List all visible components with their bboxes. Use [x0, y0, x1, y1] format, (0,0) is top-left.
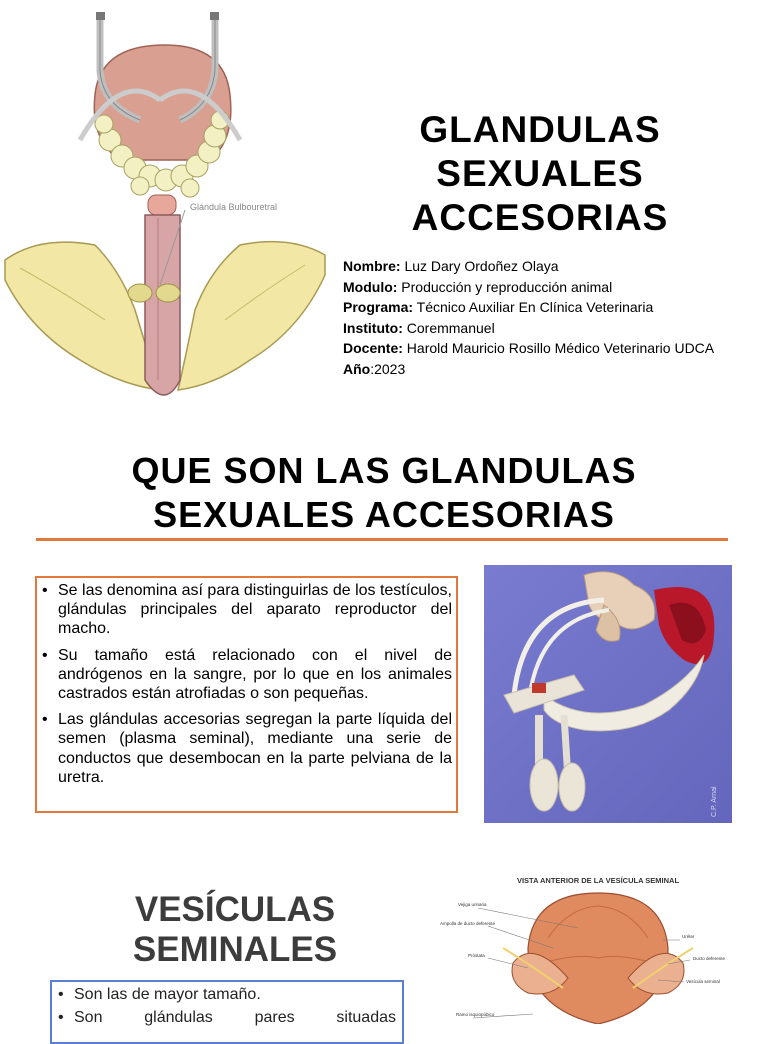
- info-value: Luz Dary Ordoñez Olaya: [400, 258, 559, 274]
- info-value: Producción y reproducción animal: [397, 278, 613, 295]
- slide1-title: [340, 108, 740, 240]
- definition-list: [42, 581, 452, 794]
- list-item-text: Su tamaño está relacionado con el nivel de andrógenos en la sangre, por lo que en los animales castrados están atrofiadas o son pequeñas.: [58, 646, 452, 703]
- vesicle-list: [58, 983, 396, 1029]
- slide3-title: [120, 890, 350, 970]
- list-item-text: Son las de mayor tamaño.: [74, 986, 261, 1003]
- slide2-title-line: QUE SON LAS GLANDULAS: [131, 450, 637, 491]
- info-value: :2023: [370, 360, 406, 377]
- info-label: Modulo:: [343, 278, 398, 295]
- list-item: [58, 1006, 396, 1029]
- slide1-title-line: SEXUALES: [436, 153, 644, 194]
- list-item-text: Se las denomina así para distinguirlas de los testículos, glándulas principales del aparato reproductor del macho.: [58, 582, 452, 638]
- info-value: Técnico Auxiliar En Clínica Veterinaria: [413, 299, 654, 316]
- seminal-vesicle-diagram: [418, 868, 768, 1024]
- specimen-photo: [484, 565, 732, 823]
- gland-anatomy-illustration: [0, 0, 330, 425]
- info-value: Coremmanuel: [402, 319, 495, 336]
- photo-credit: C.P. Arnal: [711, 786, 718, 817]
- info-label: Docente:: [343, 340, 403, 357]
- list-item-text: Son glándulas pares situadas: [74, 1009, 396, 1026]
- illustration-label: Glándula Bulbouretral: [190, 202, 278, 212]
- diagram-label: Ampolla de ducto deferente: [440, 921, 496, 926]
- info-row-nombre: [343, 256, 763, 277]
- bullet-icon: •: [58, 1009, 64, 1026]
- info-value: Harold Mauricio Rosillo Médico Veterinario UDCA: [402, 340, 715, 357]
- info-row-programa: [343, 297, 763, 318]
- info-label: Nombre:: [343, 258, 401, 274]
- diagram-label: Ramo isquiopúbico: [456, 1012, 495, 1017]
- author-info: [343, 256, 763, 380]
- list-item: [58, 983, 396, 1006]
- info-row-ano: [343, 359, 763, 380]
- bullet-icon: •: [42, 646, 48, 664]
- slide3-title-line: VESÍCULAS: [134, 890, 336, 929]
- bullet-icon: •: [42, 582, 48, 599]
- info-label: Instituto:: [343, 319, 403, 336]
- slide2-title: [0, 449, 768, 537]
- list-item-text: Las glándulas accesorias segregan la parte líquida del semen (plasma seminal), mediante una serie de conductos que desembocan en la parte pelviana de la uretra.: [58, 711, 452, 786]
- slide1-title-line: ACCESORIAS: [411, 197, 669, 238]
- bullet-icon: •: [42, 711, 48, 729]
- slide1-title-line: GLANDULAS: [419, 109, 661, 150]
- list-item: [42, 581, 452, 639]
- bullet-icon: •: [58, 986, 64, 1003]
- list-item: [42, 710, 452, 787]
- diagram-heading: VISTA ANTERIOR DE LA VESÍCULA SEMINAL: [516, 876, 680, 885]
- diagram-label: Vejiga urinaria: [458, 902, 487, 907]
- slide3-title-line: SEMINALES: [132, 930, 338, 969]
- diagram-label: Vesícula seminal: [686, 979, 720, 984]
- list-item: [42, 646, 452, 704]
- info-label: Año: [343, 360, 371, 377]
- info-row-instituto: [343, 318, 763, 339]
- info-label: Programa:: [343, 299, 414, 316]
- diagram-label: Uréter: [682, 934, 695, 939]
- title-divider: [36, 538, 728, 541]
- info-row-docente: [343, 338, 763, 359]
- slide2-title-line: SEXUALES ACCESORIAS: [153, 494, 615, 535]
- diagram-label: Ducto deferente: [693, 956, 726, 961]
- info-row-modulo: [343, 277, 763, 298]
- diagram-label: Próstata: [468, 953, 485, 958]
